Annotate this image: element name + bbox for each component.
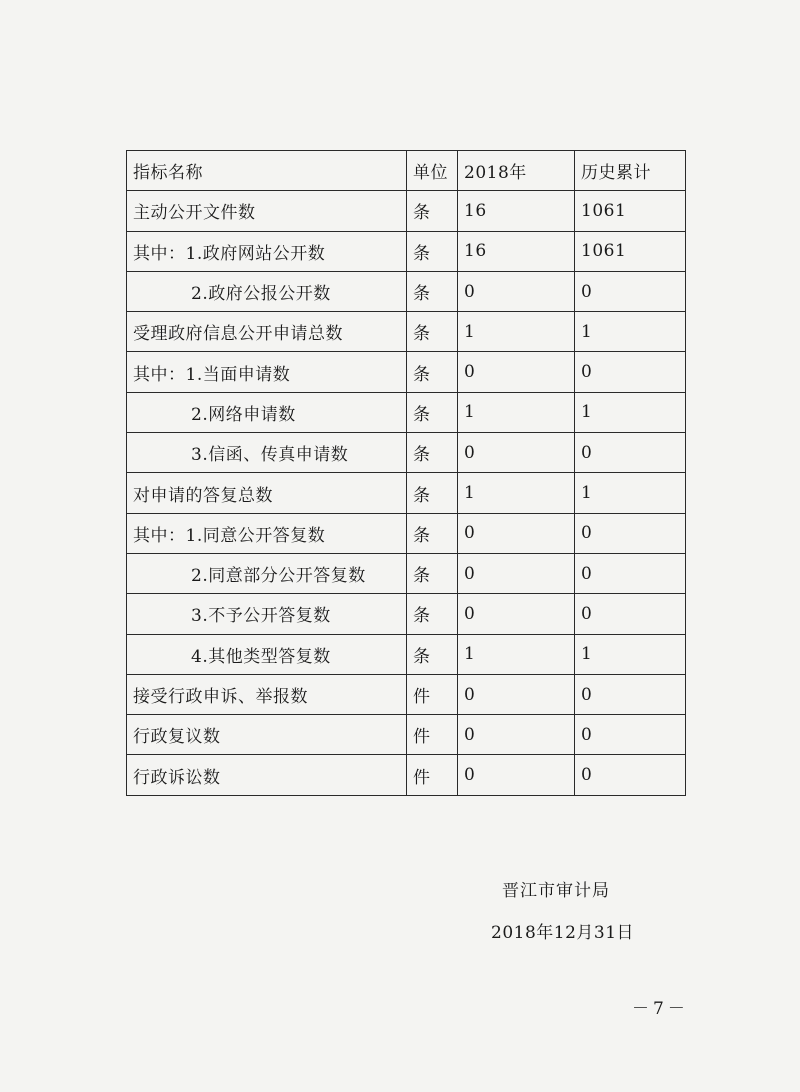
- row-value-cumulative: 1: [575, 634, 686, 674]
- row-value-2018: 1: [458, 392, 575, 432]
- row-value-cumulative: 0: [575, 715, 686, 755]
- row-value-cumulative: 0: [575, 433, 686, 473]
- row-value-cumulative: 1: [575, 473, 686, 513]
- row-indicator-name: 其中：1.同意公开答复数: [127, 513, 407, 553]
- table-row: [127, 312, 686, 352]
- header-cumulative: 历史累计: [575, 151, 686, 191]
- table-row: [127, 594, 686, 634]
- row-unit: 条: [407, 352, 458, 392]
- row-indicator-name: 2.同意部分公开答复数: [127, 553, 407, 593]
- header-unit: 单位: [407, 151, 458, 191]
- table-row: [127, 231, 686, 271]
- row-value-cumulative: 0: [575, 352, 686, 392]
- row-value-cumulative: 0: [575, 674, 686, 714]
- row-indicator-name: 行政复议数: [127, 715, 407, 755]
- row-unit: 条: [407, 513, 458, 553]
- row-indicator-name: 受理政府信息公开申请总数: [127, 312, 407, 352]
- row-value-2018: 0: [458, 674, 575, 714]
- row-unit: 条: [407, 594, 458, 634]
- row-value-2018: 0: [458, 352, 575, 392]
- row-unit: 条: [407, 634, 458, 674]
- row-value-2018: 16: [458, 191, 575, 231]
- row-value-2018: 0: [458, 594, 575, 634]
- row-value-2018: 0: [458, 553, 575, 593]
- row-indicator-name: 4.其他类型答复数: [127, 634, 407, 674]
- table-row: [127, 674, 686, 714]
- row-value-cumulative: 0: [575, 553, 686, 593]
- table-row: [127, 352, 686, 392]
- row-indicator-name: 对申请的答复总数: [127, 473, 407, 513]
- row-value-2018: 1: [458, 312, 575, 352]
- row-value-2018: 0: [458, 755, 575, 795]
- table-row: [127, 755, 686, 795]
- row-unit: 条: [407, 191, 458, 231]
- row-value-2018: 1: [458, 634, 575, 674]
- row-value-cumulative: 0: [575, 271, 686, 311]
- row-value-2018: 0: [458, 513, 575, 553]
- row-indicator-name: 3.信函、传真申请数: [127, 433, 407, 473]
- row-unit: 条: [407, 433, 458, 473]
- row-indicator-name: 2.政府公报公开数: [127, 271, 407, 311]
- row-value-cumulative: 0: [575, 755, 686, 795]
- row-unit: 条: [407, 271, 458, 311]
- row-value-cumulative: 1061: [575, 231, 686, 271]
- table-row: [127, 715, 686, 755]
- statistics-table: [126, 150, 686, 796]
- row-unit: 件: [407, 715, 458, 755]
- table-row: [127, 191, 686, 231]
- issue-date: 2018年12月31日: [491, 923, 635, 943]
- row-value-2018: 1: [458, 473, 575, 513]
- table-row: [127, 513, 686, 553]
- row-unit: 条: [407, 392, 458, 432]
- row-unit: 条: [407, 312, 458, 352]
- row-value-cumulative: 1061: [575, 191, 686, 231]
- row-unit: 件: [407, 674, 458, 714]
- row-indicator-name: 主动公开文件数: [127, 191, 407, 231]
- table-row: [127, 271, 686, 311]
- row-value-2018: 0: [458, 715, 575, 755]
- row-indicator-name: 2.网络申请数: [127, 392, 407, 432]
- row-unit: 条: [407, 473, 458, 513]
- row-indicator-name: 其中：1.当面申请数: [127, 352, 407, 392]
- row-indicator-name: 接受行政申诉、举报数: [127, 674, 407, 714]
- row-indicator-name: 其中：1.政府网站公开数: [127, 231, 407, 271]
- table-row: [127, 433, 686, 473]
- row-value-cumulative: 0: [575, 594, 686, 634]
- row-value-cumulative: 1: [575, 312, 686, 352]
- table-row: [127, 553, 686, 593]
- table-row: [127, 634, 686, 674]
- header-indicator-name: 指标名称: [127, 151, 407, 191]
- row-value-cumulative: 0: [575, 513, 686, 553]
- row-indicator-name: 行政诉讼数: [127, 755, 407, 795]
- table-row: [127, 392, 686, 432]
- issuer-name: 晋江市审计局: [502, 881, 610, 901]
- row-unit: 条: [407, 553, 458, 593]
- row-unit: 条: [407, 231, 458, 271]
- row-value-2018: 0: [458, 433, 575, 473]
- table-header-row: [127, 151, 686, 191]
- row-unit: 件: [407, 755, 458, 795]
- row-value-cumulative: 1: [575, 392, 686, 432]
- row-value-2018: 16: [458, 231, 575, 271]
- row-indicator-name: 3.不予公开答复数: [127, 594, 407, 634]
- table-row: [127, 473, 686, 513]
- header-year-2018: 2018年: [458, 151, 575, 191]
- page-number: －7－: [632, 999, 689, 1019]
- row-value-2018: 0: [458, 271, 575, 311]
